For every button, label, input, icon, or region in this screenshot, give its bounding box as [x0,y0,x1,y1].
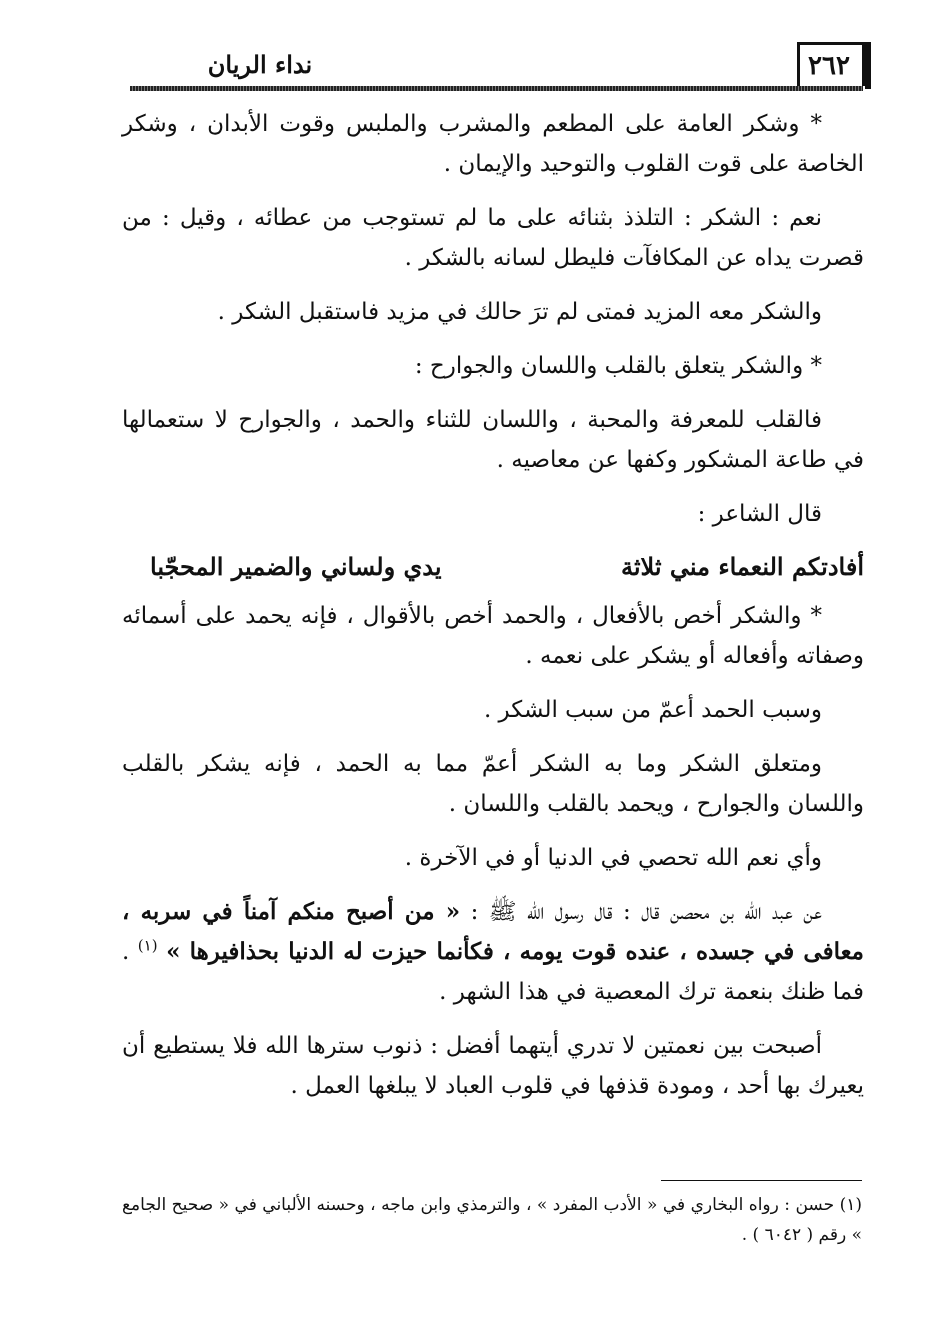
paragraph-7: وسبب الحمد أعمّ من سبب الشكر . [483,697,822,723]
paragraph-6: * والشكر أخص بالأفعال ، والحمد أخص بالأقوال ، فإنه يحمد على أسمائه وصفاته وأفعاله أو يشكر على نعمه . [122,603,864,669]
paragraph-8: ومتعلق الشكر وما به الشكر أعمّ مما به الحمد ، فإنه يشكر بالقلب واللسان والجوارح ، ويحمد بالقلب واللسان . [122,751,864,817]
paragraph-4: * والشكر يتعلق بالقلب واللسان والجوارح : [414,353,822,379]
paragraph-5: فالقلب للمعرفة والمحبة ، واللسان للثناء والحمد ، والجوارح لا ستعمالها في طاعة المشكور وكفها عن معاصيه . [122,407,864,473]
verse-first-hemistich: أفادتكم النعماء مني ثلاثة [620,552,864,581]
running-title: نداء الريان [207,50,313,79]
paragraph-1: * وشكر العامة على المطعم والمشرب والملبس وقوت الأبدان ، وشكر الخاصة على قوت القلوب والتوحيد والإيمان . [122,111,864,177]
hadith-outro: . فما ظنك بنعمة ترك المعصية في هذا الشهر . [122,939,864,1005]
page-number-box [797,42,865,86]
paragraph-11: أصبحت بين نعمتين لا تدري أيتهما أفضل : ذنوب سترها الله فلا يستطيع أن يعيرك بها أحد ، ومودة قذفها في قلوب العباد لا يبلغها العمل . [122,1033,864,1099]
paragraph-10 [122,892,864,1012]
page-header [130,40,865,88]
poem-verse [122,548,864,586]
footnote-reference: (١) [137,936,158,955]
paragraph-3: والشكر معه المزيد فمتى لم ترَ حالك في مزيد فاستقبل الشكر . [217,299,822,325]
body-text [122,104,864,1106]
footnote: (١) حسن : رواه البخاري في « الأدب المفرد » ، والترمذي وابن ماجه ، وحسنه الألباني في « صحيح الجامع » رقم ( ٦٠٤٢ ) . [122,1195,862,1245]
poem-intro: قال الشاعر : [697,501,822,527]
header-rule [130,86,863,91]
hadith-intro: عن عبد الله بن محصن قال : قال رسول الله ﷺ : [460,899,823,925]
paragraph-9: وأي نعم الله تحصي في الدنيا أو في الآخرة . [404,845,822,871]
footnote-rule [661,1180,862,1181]
hadith-text: « من أصبح منكم آمناً في سربه ، معافى في جسده ، عنده قوت يومه ، فكأنما حيزت له الدنيا بحذافيرها » [122,898,864,965]
page-number: ٢٦٢ [808,51,850,81]
verse-second-hemistich: يدي ولساني والضمير المحجّبا [150,552,442,581]
paragraph-2: نعم : الشكر : التلذذ بثنائه على ما لم تستوجب من عطائه ، وقيل : من قصرت يداه عن المكافآت فليطل لسانه بالشكر . [122,205,864,271]
